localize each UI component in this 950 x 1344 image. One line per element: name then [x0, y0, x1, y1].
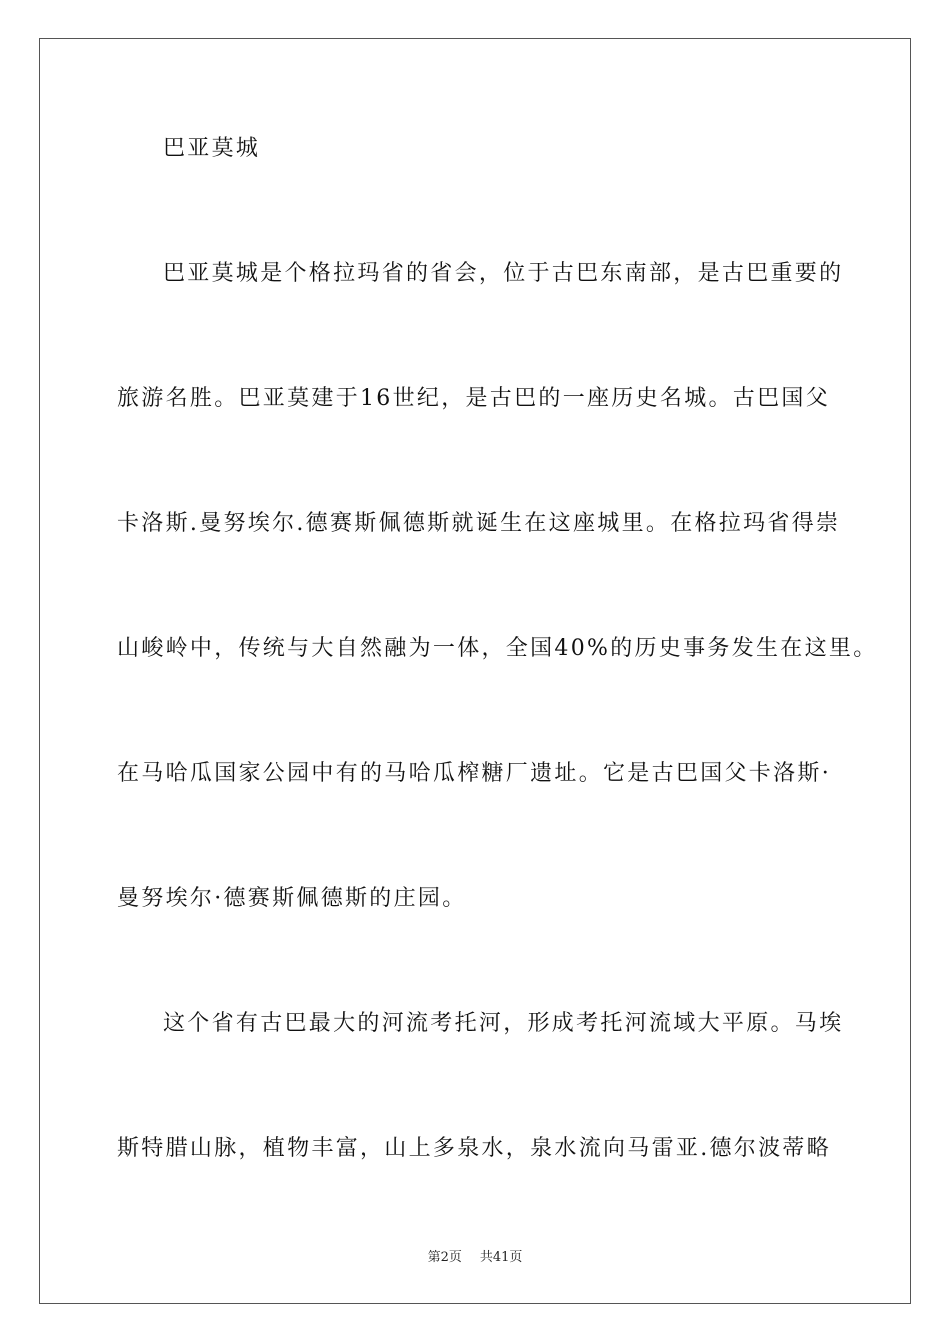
- paragraph-line: 巴亚莫城是个格拉玛省的省会，位于古巴东南部，是古巴重要的: [163, 261, 844, 286]
- paragraph-line: 曼努埃尔·德赛斯佩德斯的庄园。: [117, 886, 467, 911]
- page-total: 共41页: [479, 1250, 523, 1265]
- page-footer: [0, 1249, 950, 1267]
- section-heading: 巴亚莫城: [163, 136, 261, 161]
- paragraph-line: 卡洛斯.曼努埃尔.德赛斯佩德斯就诞生在这座城里。在格拉玛省得崇: [117, 511, 841, 536]
- paragraph-line: 旅游名胜。巴亚莫建于16世纪，是古巴的一座历史名城。古巴国父: [117, 386, 830, 411]
- paragraph-line: 在马哈瓜国家公园中有的马哈瓜榨糖厂遗址。它是古巴国父卡洛斯·: [117, 761, 831, 786]
- paragraph-line: 山峻岭中，传统与大自然融为一体，全国40%的历史事务发生在这里。: [117, 636, 878, 661]
- page-number: 第2页: [427, 1250, 462, 1265]
- paragraph-line: 这个省有古巴最大的河流考托河，形成考托河流域大平原。马埃: [163, 1011, 844, 1036]
- page-frame: [39, 38, 911, 1304]
- paragraph-line: 斯特腊山脉，植物丰富，山上多泉水，泉水流向马雷亚.德尔波蒂略: [117, 1136, 831, 1161]
